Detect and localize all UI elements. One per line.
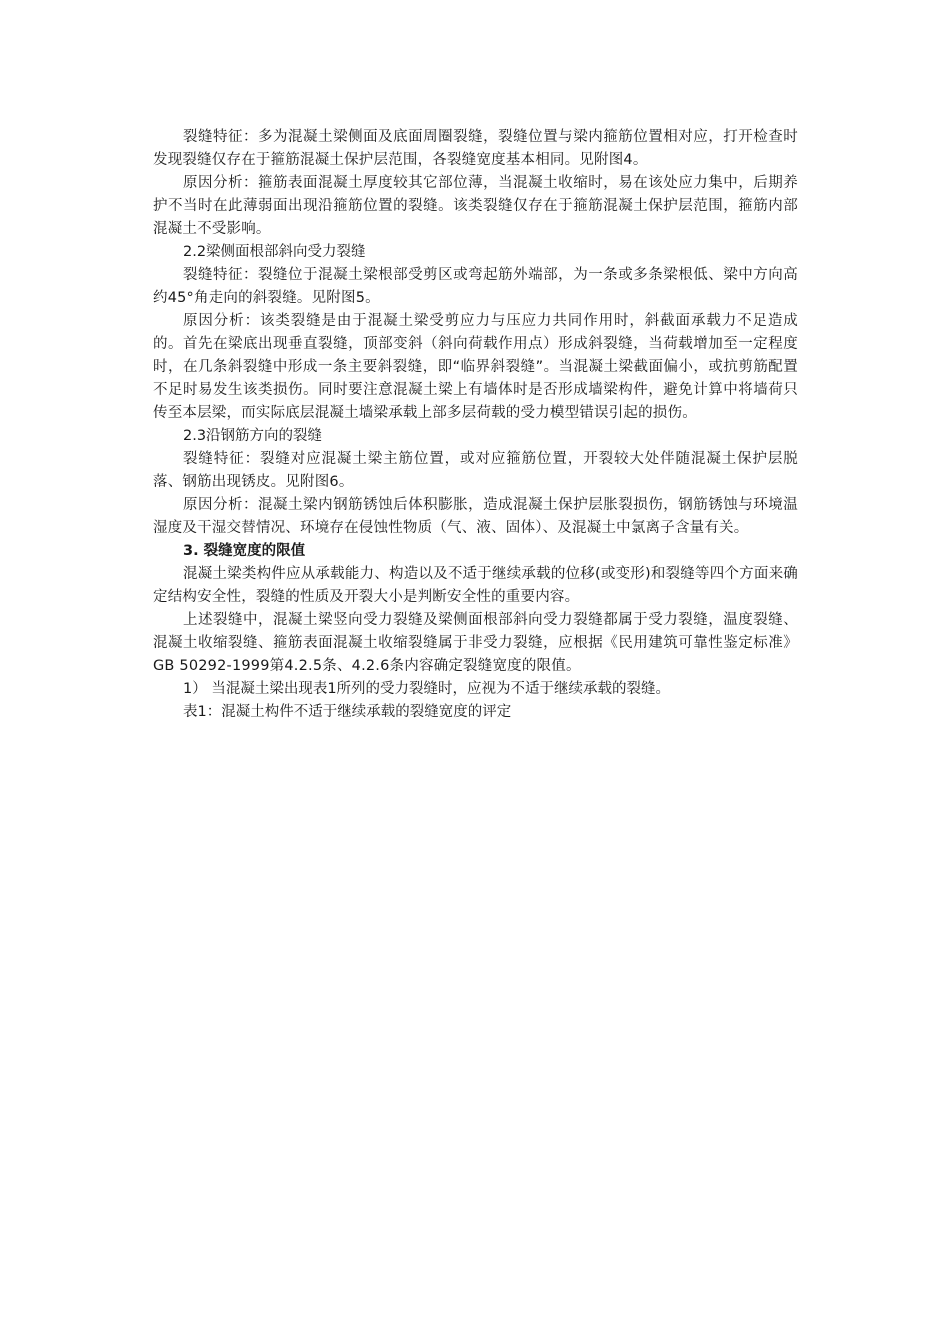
section-heading-3: 3. 裂缝宽度的限值 xyxy=(183,543,306,559)
list-item-1: 1） 当混凝土梁出现表1所列的受力裂缝时，应视为不适于继续承载的裂缝。 xyxy=(183,681,671,697)
paragraph-cause-analysis-diagonal: 原因分析：该类裂缝是由于混凝土梁受剪应力与压应力共同作用时，斜截面承载力不足造成的。首先在梁底出现垂直裂缝，顶部变斜（斜向荷载作用点）形成斜裂缝，当荷载增加至一定程度时，在几条斜裂缝中形成一条主要斜裂缝，即“临界斜裂缝”。当混凝土梁截面偏小，或抗剪筋配置不足时易发生该类损伤。同时要注意混凝土梁上有墙体时是否形成墙梁构件，避免计算中将墙荷只传至本层梁，而实际底层混凝土墙梁承载上部多层荷载的受力模型错误引起的损伤。 xyxy=(153,313,798,421)
paragraph-crack-features-diagonal: 裂缝特征：裂缝位于混凝土梁根部受剪区或弯起筋外端部，为一条或多条梁根低、梁中方向高约45°角走向的斜裂缝。见附图5。 xyxy=(153,267,798,306)
section-heading-2-2: 2.2梁侧面根部斜向受力裂缝 xyxy=(183,244,366,260)
paragraph-safety-determination: 混凝土梁类构件应从承载能力、构造以及不适于继续承载的位移(或变形)和裂缝等四个方面来确定结构安全性，裂缝的性质及开裂大小是判断安全性的重要内容。 xyxy=(153,566,798,605)
paragraph-cause-analysis-stirrup: 原因分析：箍筋表面混凝土厚度较其它部位薄，当混凝土收缩时，易在该处应力集中，后期养护不当时在此薄弱面出现沿箍筋位置的裂缝。该类裂缝仅存在于箍筋混凝土保护层范围，箍筋内部混凝土不受影响。 xyxy=(153,175,798,237)
paragraph-crack-classification: 上述裂缝中，混凝土梁竖向受力裂缝及梁侧面根部斜向受力裂缝都属于受力裂缝，温度裂缝、混凝土收缩裂缝、箍筋表面混凝土收缩裂缝属于非受力裂缝，应根据《民用建筑可靠性鉴定标准》GB 50292-1999第4.2.5条、4.2.6条内容确定裂缝宽度的限值。 xyxy=(153,612,798,674)
document-body xyxy=(153,126,798,724)
section-heading-2-3: 2.3沿钢筋方向的裂缝 xyxy=(183,428,323,444)
paragraph-cause-analysis-rebar: 原因分析：混凝土梁内钢筋锈蚀后体积膨胀，造成混凝土保护层胀裂损伤，钢筋锈蚀与环境温湿度及干湿交替情况、环境存在侵蚀性物质（气、液、固体）、及混凝土中氯离子含量有关。 xyxy=(153,497,798,536)
table-caption: 表1：混凝土构件不适于继续承载的裂缝宽度的评定 xyxy=(183,704,512,720)
paragraph-crack-features-stirrup: 裂缝特征：多为混凝土梁侧面及底面周圈裂缝，裂缝位置与梁内箍筋位置相对应，打开检查时发现裂缝仅存在于箍筋混凝土保护层范围，各裂缝宽度基本相同。见附图4。 xyxy=(153,129,798,168)
paragraph-crack-features-rebar: 裂缝特征：裂缝对应混凝土梁主筋位置，或对应箍筋位置，开裂较大处伴随混凝土保护层脱落、钢筋出现锈皮。见附图6。 xyxy=(153,451,798,490)
